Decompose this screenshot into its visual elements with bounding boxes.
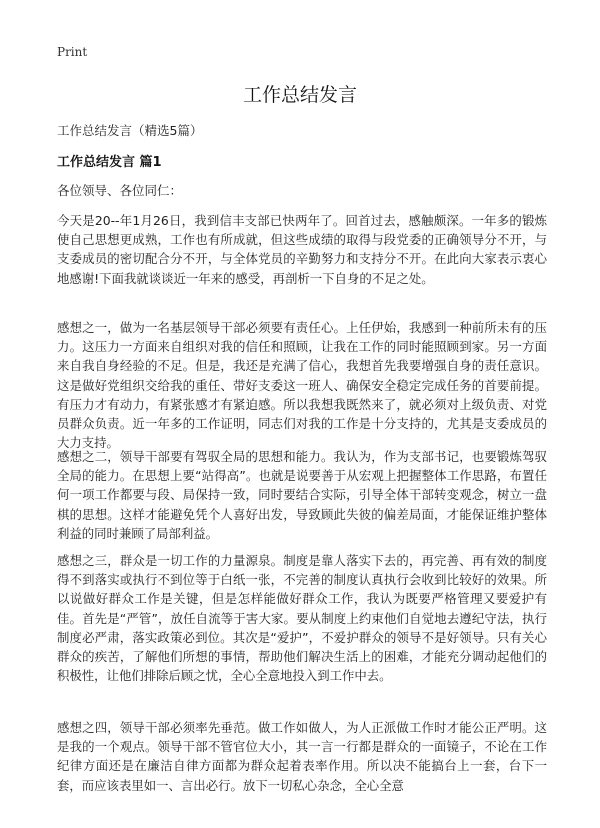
paragraph-1: 今天是20--年1月26日，我到信丰支部已快两年了。回首过去，感触颇深。一年多的锻炼使自己思想更成熟，工作也有所成就，但这些成绩的取得与段党委的正确领导分不开，与支委成员的密切配合分不开，与全体党员的辛勤努力和支持分不开。在此向大家表示衷心地感谢!下面我就谈谈近一年来的感受，再剖析一下自身的不足之处。	[57, 213, 547, 286]
section-heading: 工作总结发言 篇1	[57, 155, 162, 170]
document-subtitle: 工作总结发言（精选5篇）	[57, 123, 203, 138]
paragraph-2: 感想之一，做为一名基层领导干部必须要有责任心。上任伊始，我感到一种前所未有的压力。这压力一方面来自组织对我的信任和照顾，让我在工作的同时能照顾到家。另一方面来自我自身经验的不足。但是，我还是充满了信心，我想首先我要增强自身的责任意识。这是做好党组织交给我的重任、带好支委这一班人、确保安全稳定完成任务的首要前提。有压力才有动力，有紧张感才有紧迫感。所以我想我既然来了，就必须对上级负责、对党员群众负责。近一年多的工作证明，同志们对我的工作是十分支持的，尤其是支委成员的大力支持。	[57, 320, 547, 451]
print-link[interactable]: Print	[57, 45, 88, 59]
paragraph-5: 感想之四，领导干部必须率先垂范。做工作如做人，为人正派做工作时才能公正严明。这是我的一个观点。领导干部不管官位大小，其一言一行都是群众的一面镜子，不论在工作纪律方面还是在廉洁自律方面都为群众起着表率作用。所以决不能搞台上一套，台下一套，而应该表里如一、言出必行。放下一切私心杂念，全心全意	[57, 720, 547, 793]
paragraph-3: 感想之二，领导干部要有驾驭全局的思想和能力。我认为，作为支部书记，也要锻炼驾驭全局的能力。在思想上要“站得高”。也就是说要善于从宏观上把握整体工作思路，布置任何一项工作都要与段、局保持一致，同时要结合实际，引导全体干部转变观念，树立一盘棋的思想。这样才能避免凭个人喜好出发，导致顾此失彼的偏差局面，才能保证维护整体利益的同时兼顾了局部利益。	[57, 449, 547, 541]
greeting-line: 各位领导、各位同仁：	[57, 183, 183, 198]
document-title: 工作总结发言	[242, 84, 357, 106]
paragraph-4: 感想之三，群众是一切工作的力量源泉。制度是靠人落实下去的，再完善、再有效的制度得不到落实或执行不到位等于白纸一张，不完善的制度认真执行会收到比较好的效果。所以说做好群众工作是关键，但是怎样能做好群众工作，我认为既要严格管理又要爱护有佳。首先是“严管”，放任自流等于害大家。要从制度上约束他们自觉地去遵纪守法，执行制度必严肃，落实政策必到位。其次是“爱护”，不爱护群众的领导不是好领导。只有关心群众的疾苦，了解他们所想的事情，帮助他们解决生活上的困难，才能充分调动起他们的积极性，让他们排除后顾之忧，全心全意地投入到工作中去。	[57, 553, 547, 684]
